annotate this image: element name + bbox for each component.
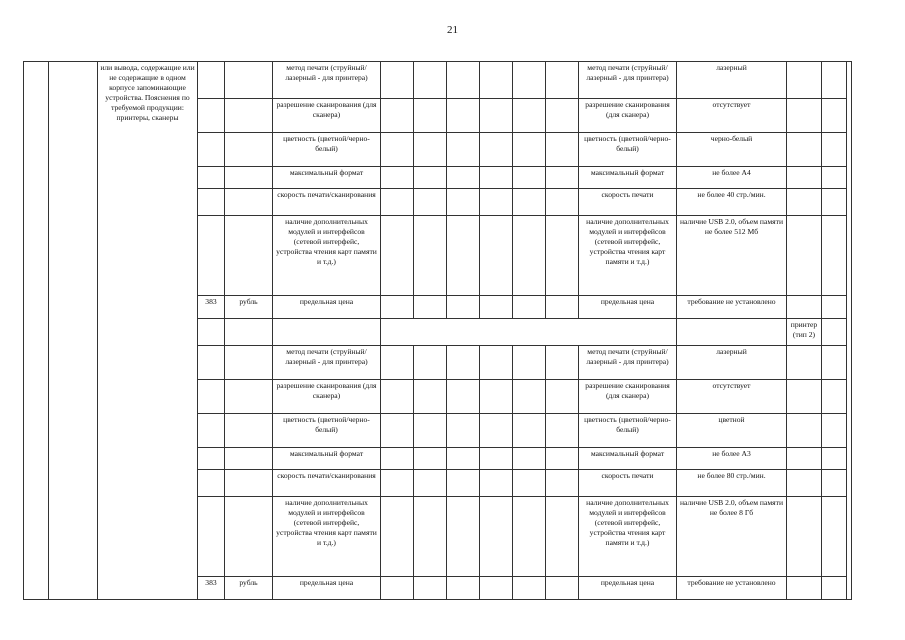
empty-cell [447, 448, 480, 470]
empty-cell [381, 167, 414, 189]
empty-cell [822, 99, 847, 133]
characteristic-cell: метод печати (струйный/лазерный - для принтера) [579, 62, 677, 99]
unit-code-cell [198, 380, 225, 414]
code-cell [198, 319, 225, 346]
empty-cell [480, 62, 513, 99]
empty-cell [822, 216, 847, 296]
characteristic-cell: предельная цена [273, 577, 381, 600]
unit-code-cell [198, 497, 225, 577]
empty-cell [787, 448, 822, 470]
empty-cell [546, 296, 579, 319]
empty-cell [513, 380, 546, 414]
empty-cell [447, 167, 480, 189]
empty-cell [381, 497, 414, 577]
empty-cell [546, 380, 579, 414]
unit-code-cell [198, 133, 225, 167]
empty-cell [787, 577, 822, 600]
empty-cell [822, 189, 847, 216]
empty-cell [787, 380, 822, 414]
value-cell: цветной [677, 414, 787, 448]
empty-cell [447, 189, 480, 216]
empty-cell [447, 133, 480, 167]
characteristic-cell: скорость печати/сканирования [273, 470, 381, 497]
value-cell: лазерный [677, 62, 787, 99]
unit-name-cell [225, 346, 273, 380]
unit-name-cell [225, 99, 273, 133]
value-cell: лазерный [677, 346, 787, 380]
characteristic-cell: метод печати (струйный/лазерный - для принтера) [579, 346, 677, 380]
table-row [24, 62, 852, 99]
empty-cell [414, 99, 447, 133]
characteristic-cell: наличие дополнительных модулей и интерфейсов (сетевой интерфейс, устройства чтения карт памяти и т.д.) [273, 216, 381, 296]
empty-cell [414, 189, 447, 216]
characteristic-cell: разрешение сканирования (для сканера) [579, 99, 677, 133]
characteristic-cell: цветность (цветной/черно-белый) [579, 133, 677, 167]
empty-cell [447, 296, 480, 319]
empty-span-cell [381, 319, 677, 346]
empty-cell [513, 414, 546, 448]
unit-name-cell [225, 448, 273, 470]
empty-cell [546, 99, 579, 133]
group-header-cell: принтер (тип 2) [787, 319, 822, 346]
empty-cell [546, 470, 579, 497]
empty-cell [546, 133, 579, 167]
empty-cell [480, 414, 513, 448]
empty-cell [414, 448, 447, 470]
characteristic-cell [273, 319, 381, 346]
value-cell: не более А4 [677, 167, 787, 189]
empty-cell [414, 216, 447, 296]
characteristic-cell: цветность (цветной/черно-белый) [273, 414, 381, 448]
characteristic-cell: разрешение сканирования (для сканера) [273, 380, 381, 414]
empty-cell [480, 497, 513, 577]
empty-cell [787, 346, 822, 380]
empty-cell [414, 167, 447, 189]
characteristic-cell: цветность (цветной/черно-белый) [579, 414, 677, 448]
unit-code-cell: 383 [198, 577, 225, 600]
empty-cell [546, 414, 579, 448]
empty-cell [381, 62, 414, 99]
unit-code-cell [198, 470, 225, 497]
empty-cell [447, 577, 480, 600]
empty-cell [787, 414, 822, 448]
unit-name-cell [225, 62, 273, 99]
empty-cell [414, 62, 447, 99]
empty-cell [480, 99, 513, 133]
empty-cell [513, 346, 546, 380]
empty-cell [822, 470, 847, 497]
unit-cell [225, 319, 273, 346]
characteristic-cell: наличие дополнительных модулей и интерфейсов (сетевой интерфейс, устройства чтения карт памяти и т.д.) [579, 497, 677, 577]
empty-cell [787, 216, 822, 296]
unit-code-cell [198, 62, 225, 99]
empty-cell [480, 448, 513, 470]
unit-name-cell [225, 414, 273, 448]
requirements-table-body [24, 62, 852, 600]
empty-cell [447, 497, 480, 577]
empty-cell [546, 189, 579, 216]
empty-cell [822, 380, 847, 414]
characteristic-cell: цветность (цветной/черно-белый) [273, 133, 381, 167]
unit-code-cell [198, 216, 225, 296]
value-cell: не более 80 стр./мин. [677, 470, 787, 497]
empty-cell [513, 296, 546, 319]
empty-cell [822, 346, 847, 380]
value-cell: наличие USB 2.0, объем памяти не более 8 Гб [677, 497, 787, 577]
value-cell: отсутствует [677, 380, 787, 414]
empty-cell [414, 296, 447, 319]
empty-cell [546, 216, 579, 296]
empty-cell [546, 577, 579, 600]
empty-cell [381, 448, 414, 470]
unit-code-cell [198, 448, 225, 470]
empty-cell [447, 380, 480, 414]
empty-cell [787, 296, 822, 319]
empty-cell [822, 414, 847, 448]
empty-cell [822, 133, 847, 167]
empty-cell [787, 470, 822, 497]
empty-cell [822, 296, 847, 319]
characteristic-cell: разрешение сканирования (для сканера) [273, 99, 381, 133]
empty-cell [787, 189, 822, 216]
empty-cell [381, 133, 414, 167]
empty-cell [822, 497, 847, 577]
empty-cell [822, 577, 847, 600]
requirements-table [23, 61, 852, 600]
value-cell: наличие USB 2.0, объем памяти не более 512 Мб [677, 216, 787, 296]
unit-name-cell [225, 133, 273, 167]
empty-cell [546, 497, 579, 577]
empty-cell [381, 189, 414, 216]
empty-cell [381, 346, 414, 380]
empty-cell [822, 62, 847, 99]
characteristic-cell: предельная цена [579, 296, 677, 319]
empty-cell [787, 62, 822, 99]
unit-name-cell: рубль [225, 296, 273, 319]
empty-cell [546, 62, 579, 99]
empty-cell [513, 470, 546, 497]
empty-cell [381, 380, 414, 414]
empty-cell [513, 62, 546, 99]
empty-cell [546, 167, 579, 189]
value-cell: требование не установлено [677, 577, 787, 600]
empty-cell [822, 448, 847, 470]
empty-cell [546, 346, 579, 380]
empty-cell [546, 448, 579, 470]
value-cell: не более А3 [677, 448, 787, 470]
characteristic-cell: максимальный формат [579, 448, 677, 470]
unit-name-cell [225, 216, 273, 296]
empty-cell [513, 189, 546, 216]
unit-name-cell [225, 380, 273, 414]
characteristic-cell: метод печати (струйный/лазерный - для принтера) [273, 346, 381, 380]
value-cell: черно-белый [677, 133, 787, 167]
unit-code-cell [198, 99, 225, 133]
empty-cell [787, 133, 822, 167]
unit-name-cell [225, 167, 273, 189]
value-cell: не более 40 стр./мин. [677, 189, 787, 216]
empty-cell [447, 346, 480, 380]
empty-cell [787, 167, 822, 189]
empty-cell [480, 167, 513, 189]
empty-cell [447, 62, 480, 99]
empty-cell [414, 577, 447, 600]
unit-name-cell [225, 189, 273, 216]
empty-cell [513, 216, 546, 296]
value-cell: требование не установлено [677, 296, 787, 319]
page-number: 21 [447, 24, 458, 36]
empty-cell [447, 470, 480, 497]
empty-cell [480, 380, 513, 414]
characteristic-cell: максимальный формат [273, 167, 381, 189]
empty-cell [480, 216, 513, 296]
characteristic-cell: предельная цена [273, 296, 381, 319]
unit-code-cell [198, 414, 225, 448]
product-name-cell: или вывода, содержащие или не содержащие в одном корпусе запоминающие устройства. Пояснения по требуемой продукции: принтеры, сканеры [98, 62, 198, 600]
empty-cell [480, 470, 513, 497]
characteristic-cell: скорость печати [579, 189, 677, 216]
empty-cell [414, 380, 447, 414]
empty-cell [822, 319, 847, 346]
characteristic-cell: скорость печати/сканирования [273, 189, 381, 216]
row-number-cell [24, 62, 49, 600]
unit-code-cell [198, 189, 225, 216]
empty-cell [414, 414, 447, 448]
unit-name-cell: рубль [225, 577, 273, 600]
characteristic-cell: предельная цена [579, 577, 677, 600]
empty-cell [480, 346, 513, 380]
characteristic-cell: наличие дополнительных модулей и интерфейсов (сетевой интерфейс, устройства чтения карт памяти и т.д.) [273, 497, 381, 577]
empty-cell [513, 448, 546, 470]
empty-cell [447, 216, 480, 296]
characteristic-cell: скорость печати [579, 470, 677, 497]
characteristic-cell: наличие дополнительных модулей и интерфейсов (сетевой интерфейс, устройства чтения карт памяти и т.д.) [579, 216, 677, 296]
empty-cell [822, 167, 847, 189]
empty-cell [381, 577, 414, 600]
empty-cell [381, 296, 414, 319]
empty-cell [480, 577, 513, 600]
unit-name-cell [225, 497, 273, 577]
empty-cell [414, 497, 447, 577]
empty-cell [513, 577, 546, 600]
characteristic-cell: максимальный формат [273, 448, 381, 470]
unit-code-cell [198, 346, 225, 380]
empty-cell [513, 167, 546, 189]
value-cell: отсутствует [677, 99, 787, 133]
empty-cell [414, 346, 447, 380]
empty-cell [513, 99, 546, 133]
empty-cell [381, 99, 414, 133]
empty-cell [414, 133, 447, 167]
empty-cell [381, 414, 414, 448]
empty-cell [447, 99, 480, 133]
empty-cell [513, 133, 546, 167]
empty-cell [447, 414, 480, 448]
empty-cell [381, 216, 414, 296]
characteristic-cell: метод печати (струйный/лазерный - для принтера) [273, 62, 381, 99]
empty-cell [787, 497, 822, 577]
classification-code-cell [49, 62, 98, 600]
empty-cell [480, 133, 513, 167]
empty-cell [414, 470, 447, 497]
border-cell [847, 62, 852, 600]
characteristic-cell: разрешение сканирования (для сканера) [579, 380, 677, 414]
characteristic-cell [677, 319, 787, 346]
unit-name-cell [225, 470, 273, 497]
unit-code-cell: 383 [198, 296, 225, 319]
empty-cell [787, 99, 822, 133]
empty-cell [381, 470, 414, 497]
empty-cell [480, 296, 513, 319]
empty-cell [480, 189, 513, 216]
characteristic-cell: максимальный формат [579, 167, 677, 189]
empty-cell [513, 497, 546, 577]
unit-code-cell [198, 167, 225, 189]
